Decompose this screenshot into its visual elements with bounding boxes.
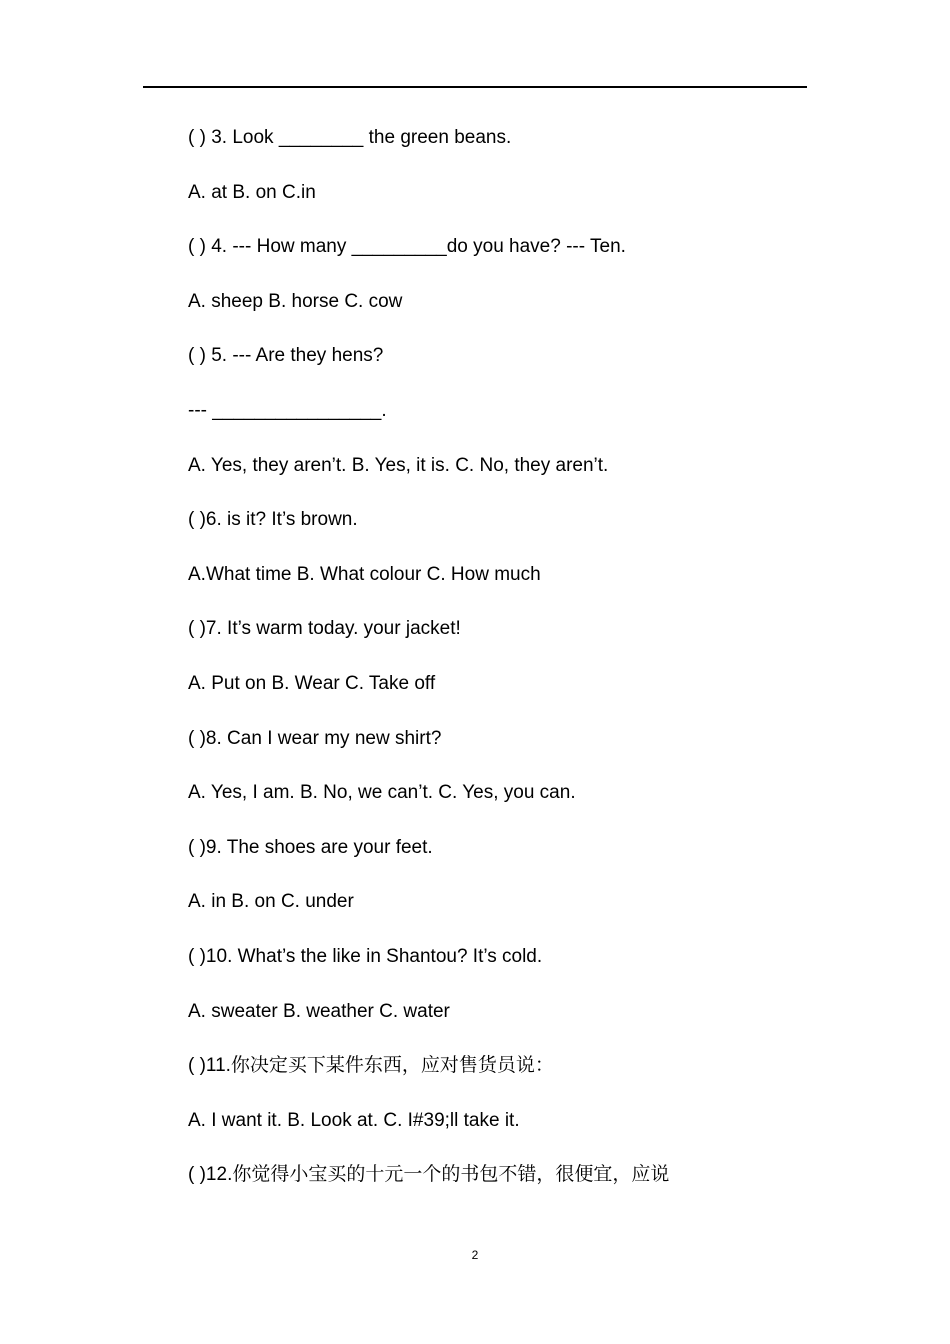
question-4-options: A. sheep B. horse C. cow xyxy=(188,290,403,312)
question-9: ( )9. The shoes are your feet. xyxy=(188,836,433,858)
question-5: ( ) 5. --- Are they hens? xyxy=(188,345,384,367)
question-6-options: A.What time B. What colour C. How much xyxy=(188,563,541,585)
question-3: ( ) 3. Look ________ the green beans. xyxy=(188,127,512,148)
header-rule xyxy=(143,86,807,88)
question-7-options: A. Put on B. Wear C. Take off xyxy=(188,672,436,694)
question-3-options: A. at B. on C.in xyxy=(188,181,316,203)
question-5-answer-blank: --- ________________. xyxy=(188,399,387,421)
question-6: ( )6. is it? It’s brown. xyxy=(188,509,358,531)
question-10: ( )10. What’s the like in Shantou? It’s cold. xyxy=(188,945,543,967)
question-4: ( ) 4. --- How many _________do you have? --- Ten. xyxy=(188,236,626,258)
question-8-options: A. Yes, I am. B. No, we can’t. C. Yes, you can. xyxy=(188,782,576,804)
question-12: ( )12.你觉得小宝买的十元一个的书包不错，很便宜，应说 xyxy=(188,1164,670,1186)
question-11: ( )11.你决定买下某件东西，应对售货员说： xyxy=(188,1055,554,1077)
page-number: 2 xyxy=(471,1248,479,1262)
question-list xyxy=(188,120,828,1212)
question-11-options: A. I want it. B. Look at. C. I#39;ll take it. xyxy=(188,1109,520,1131)
question-7: ( )7. It’s warm today. your jacket! xyxy=(188,618,461,640)
question-5-options: A. Yes, they aren’t. B. Yes, it is. C. No, they aren’t. xyxy=(188,454,609,476)
question-10-options: A. sweater B. weather C. water xyxy=(188,1000,450,1022)
question-9-options: A. in B. on C. under xyxy=(188,891,354,913)
question-8: ( )8. Can I wear my new shirt? xyxy=(188,727,442,749)
